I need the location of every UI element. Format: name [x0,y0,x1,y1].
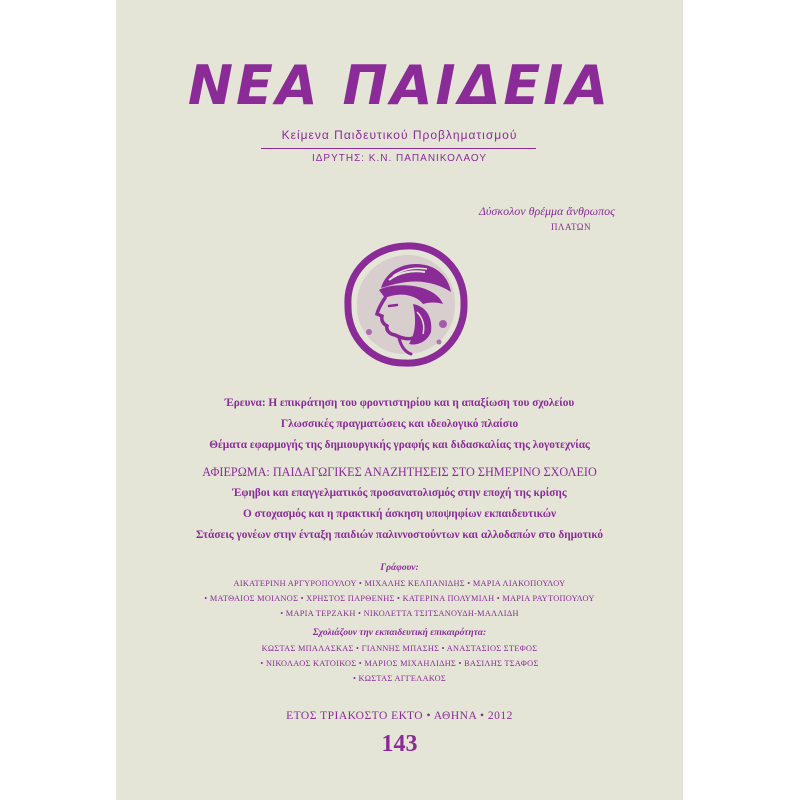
magazine-subtitle: Κείμενα Παιδευτικού Προβληματισμού [281,128,518,142]
special-section [116,462,683,546]
issue-number: 143 [381,731,418,757]
contents-list [116,393,683,456]
founder-line: ΙΔΡΥΤΗΣ: Κ.Ν. ΠΑΠΑΝΙΚΟΛΑΟΥ [311,153,488,164]
contents-item: Θέματα εφαρμογής της δημιουργικής γραφής και διδασκαλίας της λογοτεχνίας [209,439,590,451]
writers-block [116,561,683,621]
commenters-block [116,626,683,686]
writers-label: Γράφουν: [380,563,419,573]
athena-coin-icon [343,242,469,368]
writers-line: ΑΙΚΑΤΕΡΙΝΗ ΑΡΓΥΡΟΠΟΥΛΟΥ • ΜΙΧΑΛΗΣ ΚΕΛΠΑΝΙΔΗΣ • ΜΑΡΙΑ ΛΙΑΚΟΠΟΥΛΟΥ [233,579,566,588]
commenters-line: ΚΩΣΤΑΣ ΜΠΑΛΑΣΚΑΣ • ΓΙΑΝΝΗΣ ΜΠΑΣΗΣ • ΑΝΑΣΤΑΣΙΟΣ ΣΤΕΦΟΣ [261,644,538,653]
special-section-heading: ΑΦΙΕΡΩΜΑ: ΠΑΙΔΑΓΩΓΙΚΕΣ ΑΝΑΖΗΤΗΣΕΙΣ ΣΤΟ ΣΗΜΕΡΙΝΟ ΣΧΟΛΕΙΟ [202,465,597,479]
special-section-item: Ο στοχασμός και η πρακτική άσκηση υποψηφίων εκπαιδευτικών [242,508,556,520]
contents-item: Έρευνα: Η επικράτηση του φροντιστηρίου και η απαξίωση του σχολείου [224,397,575,409]
magazine-cover [116,0,683,800]
contents-item: Γλωσσικές πραγματώσεις και ιδεολογικό πλαίσιο [280,418,519,430]
special-section-item: Στάσεις γονέων στην ένταξη παιδιών παλιννοστούντων και αλλοδαπών στο δημοτικό [195,529,603,541]
commenters-label: Σχολιάζουν την εκπαιδευτική επικαιρότητα: [312,628,487,638]
epigraph-author: ΠΛΑΤΩΝ [550,222,591,232]
publication-info: ΕΤΟΣ ΤΡΙΑΚΟΣΤΟ ΕΚΤΟ • ΑΘΗΝΑ • 2012 [286,710,513,722]
writers-line: • ΜΑΡΙΑ ΤΕΡΖΑΚΗ • ΝΙΚΟΛΕΤΤΑ ΤΣΙΤΣΑΝΟΥΔΗ-ΜΑΛΛΙΔΗ [280,609,519,618]
commenters-line: • ΚΩΣΤΑΣ ΑΓΓΕΛΑΚΟΣ [352,674,447,683]
magazine-title: ΝΕΑ ΠΑΙΔΕΙΑ [187,54,612,117]
subtitle-divider [261,148,536,149]
epigraph-quote: Δύσκολον θρέμμα ἄνθρωπος [478,204,615,218]
writers-line: • ΜΑΤΘΑΙΟΣ ΜΟΙΑΝΟΣ • ΧΡΗΣΤΟΣ ΠΑΡΘΕΝΗΣ • ΚΑΤΕΡΙΝΑ ΠΟΛΥΜΙΛΗ • ΜΑΡΙΑ ΡΑΥΤΟΠΟΥΛΟΥ [204,594,595,603]
special-section-item: Έφηβοι και επαγγελματικός προσανατολισμός στην εποχή της κρίσης [232,487,567,499]
commenters-line: • ΝΙΚΟΛΑΟΣ ΚΑΤΟΙΚΟΣ • ΜΑΡΙΟΣ ΜΙΧΑΗΛΙΔΗΣ • ΒΑΣΙΛΗΣ ΤΣΑΦΟΣ [260,659,539,668]
